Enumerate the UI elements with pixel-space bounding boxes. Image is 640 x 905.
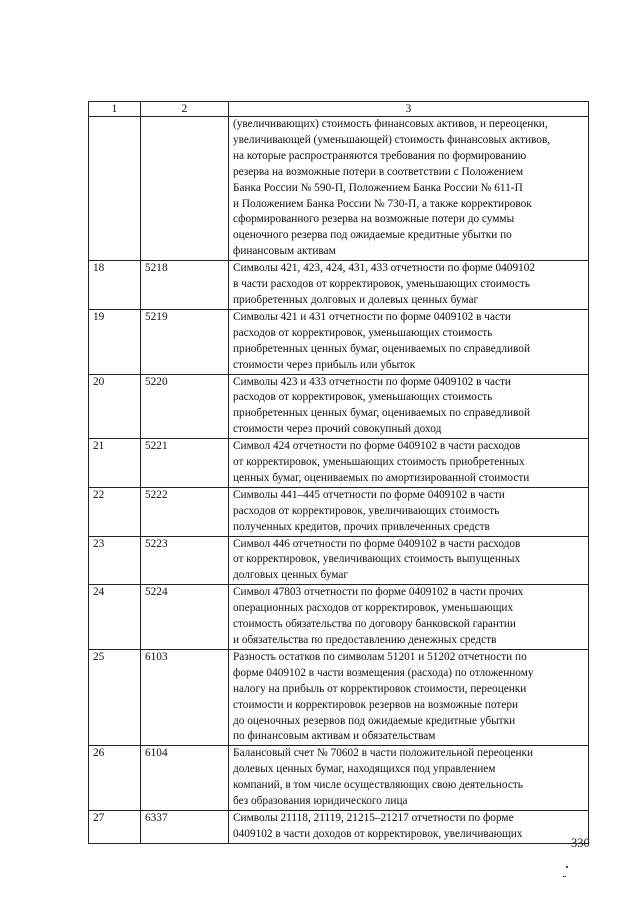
row-code-cell: 5219 [141,309,229,374]
table-row [89,746,589,811]
row-code-cell: 5224 [141,585,229,650]
table-header-row [89,102,589,117]
row-number-cell: 21 [89,439,141,488]
row-number-cell: 27 [89,810,141,843]
row-description-cell: Символ 47803 отчетности по форме 0409102 в части прочих операционных расходов от корректировок, уменьшающих стоимость обязательства по договору банковской гарантии и обязательства по предоставлению денежных средств [229,585,589,650]
table-row [89,439,589,488]
row-code-cell: 6104 [141,746,229,811]
scan-speck [566,866,568,868]
table-row [89,585,589,650]
row-description-cell: Символ 446 отчетности по форме 0409102 в части расходов от корректировок, увеличивающих стоимость выпущенных долговых ценных бумаг [229,536,589,585]
row-description-cell: Символы 441–445 отчетности по форме 0409102 в части расходов от корректировок, увеличивающих стоимость полученных кредитов, прочих привлеченных средств [229,487,589,536]
table-row [89,536,589,585]
table-row [89,810,589,843]
row-code-cell: 5223 [141,536,229,585]
row-number-cell: 23 [89,536,141,585]
row-number-cell: 25 [89,649,141,745]
row-description-cell: (увеличивающих) стоимость финансовых активов, и переоценки, увеличивающей (уменьшающей) стоимость финансовых активов, на которые распространяются требования по формированию резерва на возможные потери в соответствии с Положением Банка России № 590-П, Положением Банка России № 611-П и Положением Банка России № 730-П, а также корректировок сформированного резерва на возможные потери до суммы оценочного резерва под ожидаемые кредитные убытки по финансовым активам [229,117,589,261]
header-col-3: 3 [229,102,589,117]
row-number-cell: 18 [89,261,141,310]
row-code-cell: 5220 [141,374,229,439]
row-number-cell: 20 [89,374,141,439]
table-row-continuation [89,117,589,261]
row-code-cell: 6337 [141,810,229,843]
row-number-cell [89,117,141,261]
row-number-cell: 19 [89,309,141,374]
table-row [89,261,589,310]
row-description-cell: Символы 421, 423, 424, 431, 433 отчетности по форме 0409102 в части расходов от корректировок, уменьшающих стоимость приобретенных долговых и долевых ценных бумаг [229,261,589,310]
row-code-cell: 5218 [141,261,229,310]
header-col-1: 1 [89,102,141,117]
row-code-cell: 6103 [141,649,229,745]
row-description-cell: Балансовый счет № 70602 в части положительной переоценки долевых ценных бумаг, находящихся под управлением компаний, в том числе осуществляющих свою деятельность без образования юридического лица [229,746,589,811]
row-description-cell: Символы 21118, 21119, 21215–21217 отчетности по форме 0409102 в части доходов от корректировок, увеличивающих [229,810,589,843]
table-row [89,487,589,536]
table-row [89,374,589,439]
row-number-cell: 26 [89,746,141,811]
row-code-cell [141,117,229,261]
row-code-cell: 5221 [141,439,229,488]
page-number: 330 [571,836,590,850]
table-row [89,309,589,374]
row-description-cell: Разность остатков по символам 51201 и 51202 отчетности по форме 0409102 в части возмещения (расхода) по отложенному налогу на прибыль от корректировок стоимости, переоценки стоимости и корректировок резервов на возможные потери до оценочных резервов под ожидаемые кредитные убытки по финансовым активам и обязательствам [229,649,589,745]
row-number-cell: 24 [89,585,141,650]
table-row [89,649,589,745]
row-number-cell: 22 [89,487,141,536]
header-col-2: 2 [141,102,229,117]
row-code-cell: 5222 [141,487,229,536]
reporting-symbols-table [88,101,589,844]
row-description-cell: Символы 421 и 431 отчетности по форме 0409102 в части расходов от корректировок, уменьшающих стоимость приобретенных ценных бумаг, оцениваемых по справедливой стоимости через прибыль или убыток [229,309,589,374]
row-description-cell: Символы 423 и 433 отчетности по форме 0409102 в части расходов от корректировок, уменьшающих стоимость приобретенных ценных бумаг, оцениваемых по справедливой стоимости через прочий совокупный доход [229,374,589,439]
row-description-cell: Символ 424 отчетности по форме 0409102 в части расходов от корректировок, уменьшающих стоимость приобретенных ценных бумаг, оцениваемых по амортизированной стоимости [229,439,589,488]
scan-speck [563,876,566,877]
